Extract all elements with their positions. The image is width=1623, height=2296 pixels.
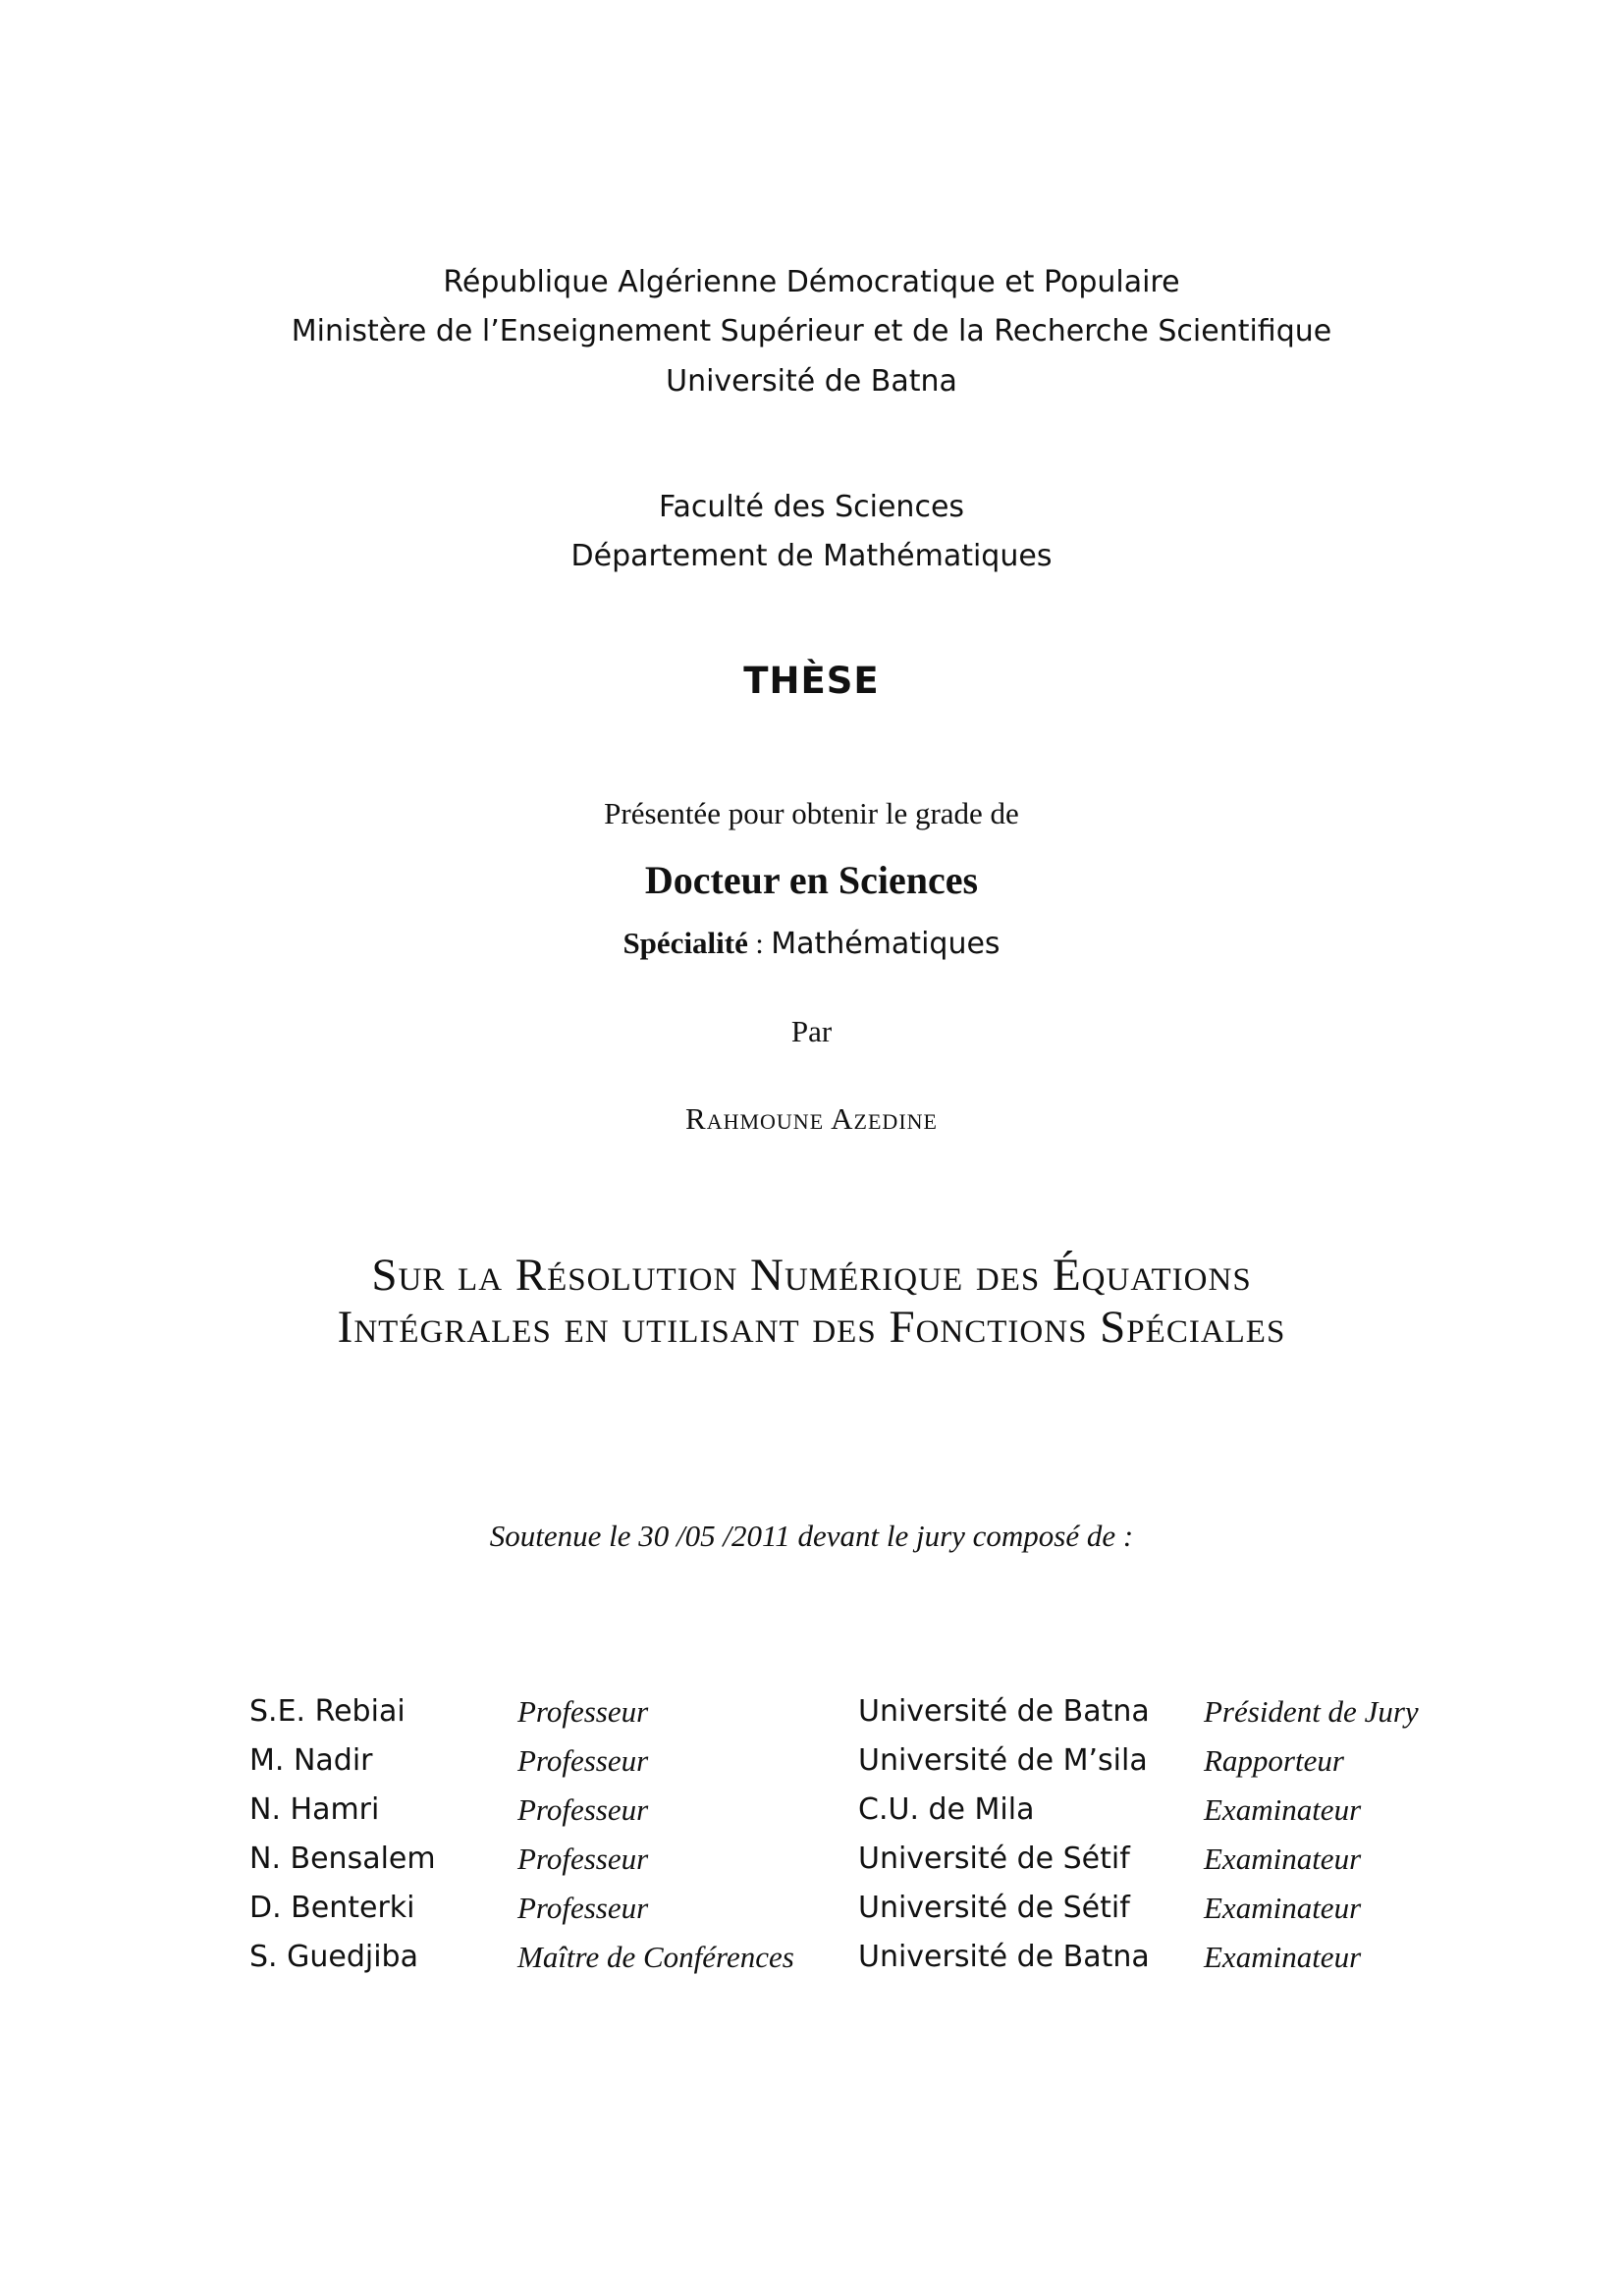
jury-member-rank: Professeur: [517, 1792, 649, 1827]
jury-member-university: Université de Sétif: [858, 1891, 1130, 1925]
specialty-value: Mathématiques: [771, 927, 1001, 961]
university-name: Université de Batna: [666, 364, 957, 399]
ministry-name: Ministère de l’Enseignement Supérieur et de la Recherche Scientifique: [291, 314, 1332, 348]
jury-member-rank: Professeur: [517, 1743, 649, 1778]
specialty-separator: :: [747, 928, 772, 960]
defense-statement: Soutenue le 30 /05 /2011 devant le jury composé de :: [489, 1519, 1134, 1553]
jury-member-rank: Professeur: [517, 1842, 649, 1876]
department-name: Département de Mathématiques: [570, 539, 1053, 573]
degree-name: Docteur en Sciences: [644, 858, 979, 902]
jury-row: [249, 1694, 1477, 1743]
country-name: République Algérienne Démocratique et Populaire: [443, 265, 1180, 299]
jury-member-role: Président de Jury: [1204, 1694, 1419, 1729]
jury-member-name: D. Benterki: [249, 1891, 415, 1925]
specialty-label: Spécialité: [622, 926, 748, 960]
jury-member-university: Université de M’sila: [858, 1743, 1148, 1778]
jury-member-name: S. Guedjiba: [249, 1940, 418, 1974]
thesis-title-line-1: Sur la Résolution Numérique des Équations: [371, 1250, 1252, 1301]
author-name: Rahmoune Azedine: [685, 1101, 938, 1136]
jury-member-university: Université de Batna: [858, 1694, 1150, 1729]
jury-row: [249, 1743, 1477, 1792]
jury-member-name: M. Nadir: [249, 1743, 373, 1778]
jury-member-university: Université de Batna: [858, 1940, 1150, 1974]
degree-intro: Présentée pour obtenir le grade de: [604, 796, 1019, 830]
specialty: [0, 926, 1623, 961]
jury-member-university: C.U. de Mila: [858, 1792, 1035, 1827]
jury-row: [249, 1940, 1477, 1989]
jury-member-role: Examinateur: [1204, 1891, 1362, 1925]
jury-member-rank: Professeur: [517, 1891, 649, 1925]
jury-member-role: Examinateur: [1204, 1792, 1362, 1827]
jury-member-rank: Maître de Conférences: [517, 1940, 794, 1974]
jury-member-role: Examinateur: [1204, 1940, 1362, 1974]
jury-row: [249, 1891, 1477, 1940]
jury-member-name: S.E. Rebiai: [249, 1694, 406, 1729]
by-label: Par: [790, 1014, 833, 1048]
jury-row: [249, 1792, 1477, 1842]
jury-member-university: Université de Sétif: [858, 1842, 1130, 1876]
jury-member-name: N. Hamri: [249, 1792, 380, 1827]
jury-member-role: Examinateur: [1204, 1842, 1362, 1876]
jury-member-rank: Professeur: [517, 1694, 649, 1729]
jury-member-role: Rapporteur: [1204, 1743, 1344, 1778]
document-type: THÈSE: [743, 660, 880, 702]
thesis-title-line-2: Intégrales en utilisant des Fonctions Spéciales: [337, 1302, 1286, 1353]
jury-row: [249, 1842, 1477, 1891]
jury-table: [249, 1694, 1477, 1989]
jury-member-name: N. Bensalem: [249, 1842, 436, 1876]
faculty-name: Faculté des Sciences: [658, 490, 965, 524]
